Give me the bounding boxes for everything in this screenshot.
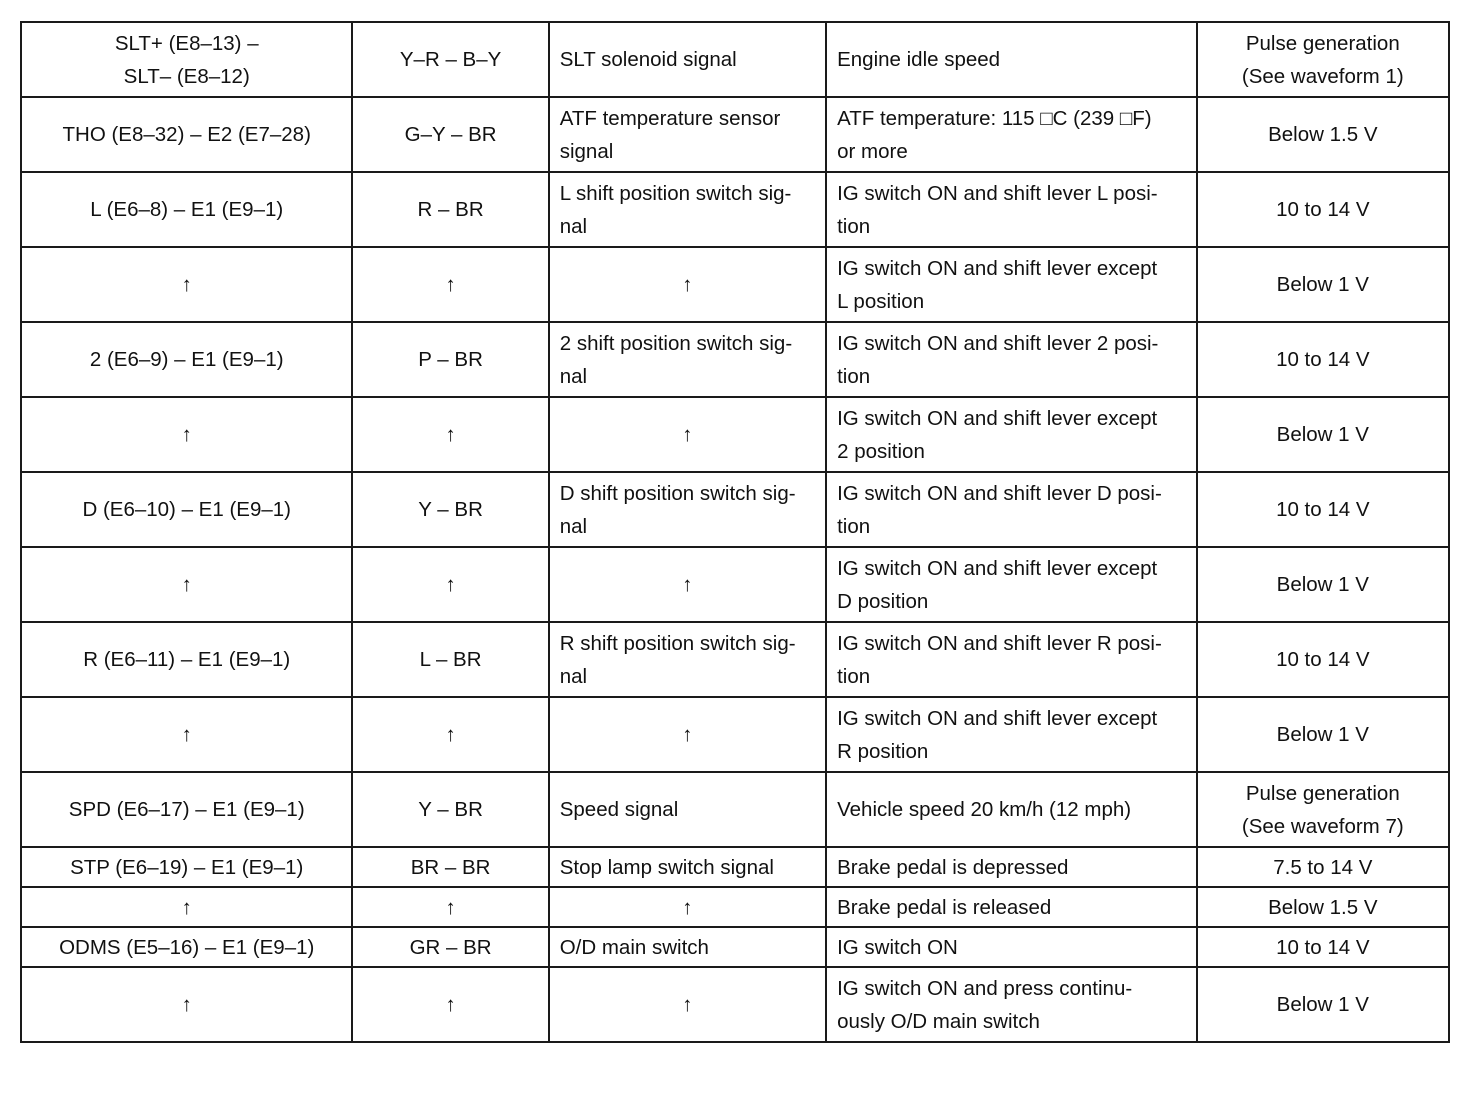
table-row: [21, 772, 1449, 847]
condition-cell: IG switch ON and shift lever R posi- tion: [826, 622, 1197, 697]
description-cell: 2 shift position switch sig- nal: [549, 322, 826, 397]
specified-condition-cell: Below 1 V: [1197, 547, 1449, 622]
specified-condition-cell: 10 to 14 V: [1197, 622, 1449, 697]
terminal-cell: STP (E6–19) – E1 (E9–1): [21, 847, 352, 887]
ditto-arrow-icon: ↑: [352, 967, 548, 1042]
terminal-cell: L (E6–8) – E1 (E9–1): [21, 172, 352, 247]
table-row: [21, 927, 1449, 967]
terminal-cell: ODMS (E5–16) – E1 (E9–1): [21, 927, 352, 967]
ditto-arrow-icon: ↑: [21, 697, 352, 772]
specified-condition-cell: Pulse generation (See waveform 7): [1197, 772, 1449, 847]
specified-condition-cell: Below 1.5 V: [1197, 97, 1449, 172]
terminal-cell: R (E6–11) – E1 (E9–1): [21, 622, 352, 697]
ditto-arrow-icon: ↑: [549, 547, 826, 622]
wiring-color-cell: P – BR: [352, 322, 548, 397]
ditto-arrow-icon: ↑: [549, 697, 826, 772]
specified-condition-cell: Below 1.5 V: [1197, 887, 1449, 927]
table-row: [21, 22, 1449, 97]
condition-cell: IG switch ON and shift lever except D position: [826, 547, 1197, 622]
condition-cell: ATF temperature: 115 □C (239 □F) or more: [826, 97, 1197, 172]
ditto-arrow-icon: ↑: [352, 247, 548, 322]
condition-cell: IG switch ON and shift lever L posi- tion: [826, 172, 1197, 247]
description-cell: Stop lamp switch signal: [549, 847, 826, 887]
wiring-color-cell: G–Y – BR: [352, 97, 548, 172]
wiring-color-cell: L – BR: [352, 622, 548, 697]
table-row: [21, 97, 1449, 172]
terminal-cell: 2 (E6–9) – E1 (E9–1): [21, 322, 352, 397]
wiring-color-cell: GR – BR: [352, 927, 548, 967]
terminal-cell: SPD (E6–17) – E1 (E9–1): [21, 772, 352, 847]
ditto-arrow-icon: ↑: [549, 887, 826, 927]
condition-cell: IG switch ON and shift lever except L position: [826, 247, 1197, 322]
ditto-arrow-icon: ↑: [21, 547, 352, 622]
wiring-color-cell: Y–R – B–Y: [352, 22, 548, 97]
table-row: [21, 397, 1449, 472]
terminal-spec-table: [20, 21, 1450, 1043]
terminal-cell: THO (E8–32) – E2 (E7–28): [21, 97, 352, 172]
ditto-arrow-icon: ↑: [352, 397, 548, 472]
table-row: [21, 622, 1449, 697]
condition-cell: Vehicle speed 20 km/h (12 mph): [826, 772, 1197, 847]
description-cell: ATF temperature sensor signal: [549, 97, 826, 172]
specified-condition-cell: Below 1 V: [1197, 697, 1449, 772]
specified-condition-cell: 10 to 14 V: [1197, 927, 1449, 967]
specified-condition-cell: 10 to 14 V: [1197, 322, 1449, 397]
ditto-arrow-icon: ↑: [21, 967, 352, 1042]
description-cell: D shift position switch sig- nal: [549, 472, 826, 547]
ditto-arrow-icon: ↑: [21, 887, 352, 927]
condition-cell: IG switch ON and shift lever except 2 position: [826, 397, 1197, 472]
description-cell: Speed signal: [549, 772, 826, 847]
ditto-arrow-icon: ↑: [352, 887, 548, 927]
specified-condition-cell: Below 1 V: [1197, 247, 1449, 322]
ditto-arrow-icon: ↑: [549, 397, 826, 472]
ditto-arrow-icon: ↑: [352, 547, 548, 622]
terminal-cell: SLT+ (E8–13) – SLT– (E8–12): [21, 22, 352, 97]
description-cell: O/D main switch: [549, 927, 826, 967]
table-row: [21, 322, 1449, 397]
description-cell: R shift position switch sig- nal: [549, 622, 826, 697]
ditto-arrow-icon: ↑: [21, 397, 352, 472]
specified-condition-cell: 10 to 14 V: [1197, 172, 1449, 247]
table-row: [21, 967, 1449, 1042]
wiring-color-cell: Y – BR: [352, 472, 548, 547]
ditto-arrow-icon: ↑: [352, 697, 548, 772]
condition-cell: Brake pedal is depressed: [826, 847, 1197, 887]
condition-cell: Brake pedal is released: [826, 887, 1197, 927]
specified-condition-cell: Below 1 V: [1197, 967, 1449, 1042]
condition-cell: IG switch ON and press continu- ously O/D main switch: [826, 967, 1197, 1042]
condition-cell: IG switch ON and shift lever except R position: [826, 697, 1197, 772]
condition-cell: IG switch ON and shift lever 2 posi- tion: [826, 322, 1197, 397]
ditto-arrow-icon: ↑: [549, 247, 826, 322]
ditto-arrow-icon: ↑: [21, 247, 352, 322]
wiring-color-cell: Y – BR: [352, 772, 548, 847]
condition-cell: Engine idle speed: [826, 22, 1197, 97]
specified-condition-cell: Below 1 V: [1197, 397, 1449, 472]
condition-cell: IG switch ON: [826, 927, 1197, 967]
table-row: [21, 697, 1449, 772]
condition-cell: IG switch ON and shift lever D posi- tion: [826, 472, 1197, 547]
description-cell: L shift position switch sig- nal: [549, 172, 826, 247]
table-row: [21, 887, 1449, 927]
table-row: [21, 547, 1449, 622]
table-row: [21, 172, 1449, 247]
description-cell: SLT solenoid signal: [549, 22, 826, 97]
specified-condition-cell: 10 to 14 V: [1197, 472, 1449, 547]
table-row: [21, 247, 1449, 322]
wiring-color-cell: BR – BR: [352, 847, 548, 887]
specified-condition-cell: 7.5 to 14 V: [1197, 847, 1449, 887]
table-row: [21, 847, 1449, 887]
table-row: [21, 472, 1449, 547]
specified-condition-cell: Pulse generation (See waveform 1): [1197, 22, 1449, 97]
terminal-cell: D (E6–10) – E1 (E9–1): [21, 472, 352, 547]
wiring-color-cell: R – BR: [352, 172, 548, 247]
ditto-arrow-icon: ↑: [549, 967, 826, 1042]
